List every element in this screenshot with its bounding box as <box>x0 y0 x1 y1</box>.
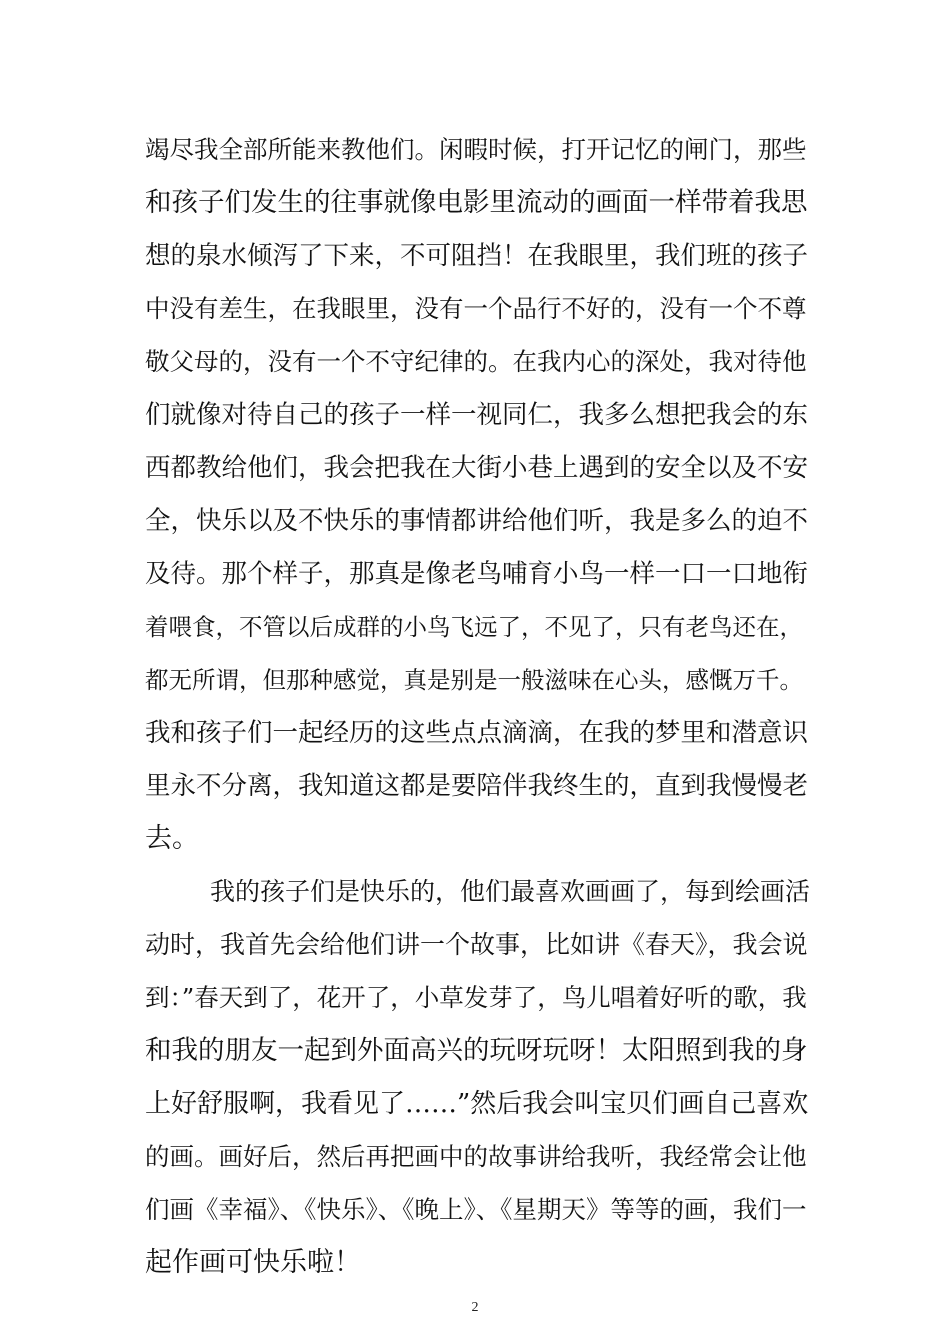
text-line: 全，快乐以及不快乐的事情都讲给他们听，我是多么的迫不 <box>145 506 809 536</box>
text-line: 们画《幸福》、《快乐》、《晚上》、《星期天》等等的画，我们一 <box>145 1195 807 1224</box>
text-line: 动时，我首先会给他们讲一个故事，比如讲《春天》，我会说 <box>145 930 808 959</box>
text-line: 竭尽我全部所能来教他们。闲暇时候，打开记忆的闸门，那些 <box>145 135 807 164</box>
text-line: 我的孩子们是快乐的，他们最喜欢画画了，每到绘画活 <box>210 877 811 906</box>
text-line: 着喂食，不管以后成群的小鸟飞远了，不见了，只有老鸟还在， <box>145 613 803 641</box>
text-line: 去。 <box>145 823 199 854</box>
text-line: 想的泉水倾泻了下来，不可阻挡！在我眼里，我们班的孩子 <box>145 241 809 271</box>
text-line: 西都教给他们，我会把我在大街小巷上遇到的安全以及不安 <box>145 453 809 483</box>
text-line: 和我的朋友一起到外面高兴的玩呀玩呀！太阳照到我的身 <box>145 1035 808 1066</box>
text-line: 们就像对待自己的孩子一样一视同仁，我多么想把我会的东 <box>145 400 809 430</box>
text-line: 起作画可快乐啦！ <box>145 1247 361 1278</box>
text-line: 及待。那个样子，那真是像老鸟哺育小鸟一样一口一口地衔 <box>145 559 809 589</box>
page-number: 2 <box>471 1300 479 1315</box>
text-line: 敬父母的，没有一个不守纪律的。在我内心的深处，我对待他 <box>145 347 807 376</box>
text-line: 上好舒服啊，我看见了……”然后我会叫宝贝们画自己喜欢 <box>145 1089 809 1119</box>
text-line: 我和孩子们一起经历的这些点点滴滴，在我的梦里和潜意识 <box>145 718 809 748</box>
text-line: 里永不分离，我知道这都是要陪伴我终生的，直到我慢慢老 <box>145 771 809 801</box>
text-line: 和孩子们发生的往事就像电影里流动的画面一样带着我思 <box>145 187 808 218</box>
text-line: 都无所谓，但那种感觉，真是别是一般滋味在心头，感慨万千。 <box>145 666 803 694</box>
text-line: 中没有差生，在我眼里，没有一个品行不好的，没有一个不尊 <box>145 294 807 323</box>
text-line: 到：”春天到了，花开了，小草发芽了，鸟儿唱着好听的歌，我 <box>145 983 807 1012</box>
text-line: 的画。画好后，然后再把画中的故事讲给我听，我经常会让他 <box>145 1142 807 1171</box>
